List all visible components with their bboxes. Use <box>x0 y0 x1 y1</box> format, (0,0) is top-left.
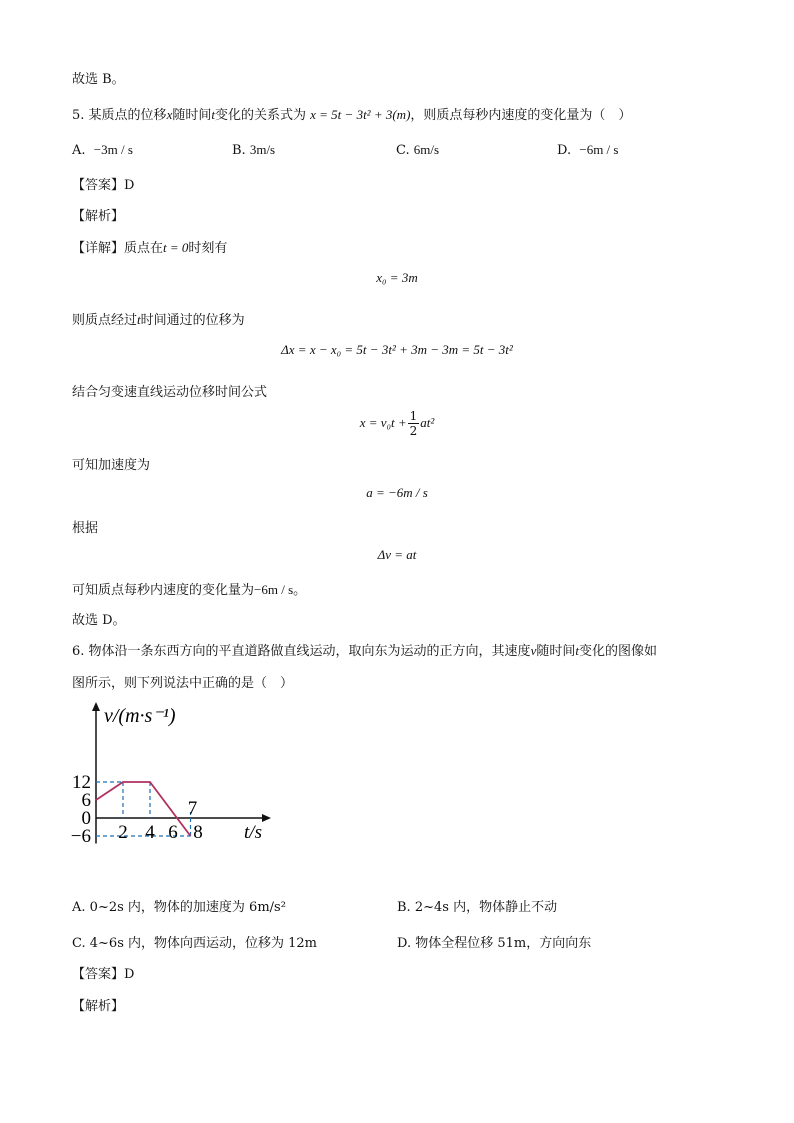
q6-option-a: A. 0~2s 内，物体的加速度为 6m/s² <box>72 900 286 915</box>
x-tick-label: 8 <box>193 822 203 843</box>
q5-text5: 根据 <box>72 521 99 536</box>
q5-stem-c: 变化的关系式为 <box>214 108 306 123</box>
velocity-time-chart <box>60 700 300 875</box>
q5-choice: 故选 D。 <box>72 613 126 628</box>
q5-option-b: B. 3m/s <box>232 142 276 158</box>
q5-stem-b: 随时间 <box>172 108 212 123</box>
q5-var-x: x <box>166 107 173 122</box>
q5-text2: 则质点经过t时间通过的位移为 <box>72 312 245 328</box>
previous-choice: 故选 B。 <box>72 72 125 87</box>
q5-analysis-tag: 【解析】 <box>72 209 125 224</box>
q5-number: 5. <box>72 108 85 123</box>
y-tick-label: 0 <box>81 808 91 829</box>
q5-eq4: a = −6m / s <box>366 485 428 500</box>
y-axis-arrow <box>92 702 100 711</box>
q6-option-c: C. 4~6s 内，物体向西运动，位移为 12m <box>72 936 318 951</box>
x-tick-label: 7 <box>187 798 198 819</box>
q5-eq1: x₀ = 3m <box>376 270 418 285</box>
q5-var-t: t <box>211 107 215 122</box>
q5-option-c: C. 6m/s <box>396 142 440 158</box>
y-axis-label: v/(m·s⁻¹) <box>104 705 176 727</box>
y-tick-label: 6 <box>81 790 91 811</box>
q5-option-d: D. −6m / s <box>557 142 619 158</box>
q5-stem-d: ，则质点每秒内速度的变化量为（ ） <box>410 108 632 123</box>
y-tick-label: −6 <box>70 826 91 847</box>
q5-text6: 可知质点每秒内速度的变化量为−6m / s。 <box>72 582 307 598</box>
q5-stem <box>72 104 631 123</box>
q5-option-a: A. −3m / s <box>72 142 133 158</box>
q6-option-b: B. 2~4s 内，物体静止不动 <box>397 900 558 915</box>
q5-eq3: x = v₀t + $\frac{1}{2}$ at² <box>359 409 435 438</box>
x-tick-label: 2 <box>118 822 128 843</box>
q5-eq5: Δv = at <box>377 547 417 562</box>
q5-text3: 结合匀变速直线运动位移时间公式 <box>72 385 268 400</box>
q5-stem-a: 某质点的位移 <box>88 108 167 123</box>
q5-text4: 可知加速度为 <box>72 458 151 473</box>
x-axis-label: t/s <box>244 822 262 843</box>
x-tick-label: 4 <box>145 822 155 843</box>
q5-answer: 【答案】D <box>72 178 135 193</box>
q6-stem-line2: 图所示，则下列说法中正确的是（ ） <box>72 676 294 691</box>
q5-formula: x = 5t − 3t² + 3(m) <box>310 107 411 122</box>
q5-detail-line: 【详解】质点在t = 0时刻有 <box>72 240 228 256</box>
y-tick-label: 12 <box>72 772 91 793</box>
q6-option-d: D. 物体全程位移 51m，方向向东 <box>397 936 592 951</box>
q6-analysis-tag: 【解析】 <box>72 999 125 1014</box>
x-axis-arrow <box>262 814 271 822</box>
q6-stem-line1: 6. 物体沿一条东西方向的平直道路做直线运动，取向东为运动的正方向，其速度v随时间t变化的图像如 <box>72 643 657 659</box>
q5-eq2: Δx = x − x₀ = 5t − 3t² + 3m − 3m = 5t − 3t² <box>281 342 513 357</box>
q6-answer: 【答案】D <box>72 967 135 982</box>
x-tick-label: 6 <box>168 822 178 843</box>
